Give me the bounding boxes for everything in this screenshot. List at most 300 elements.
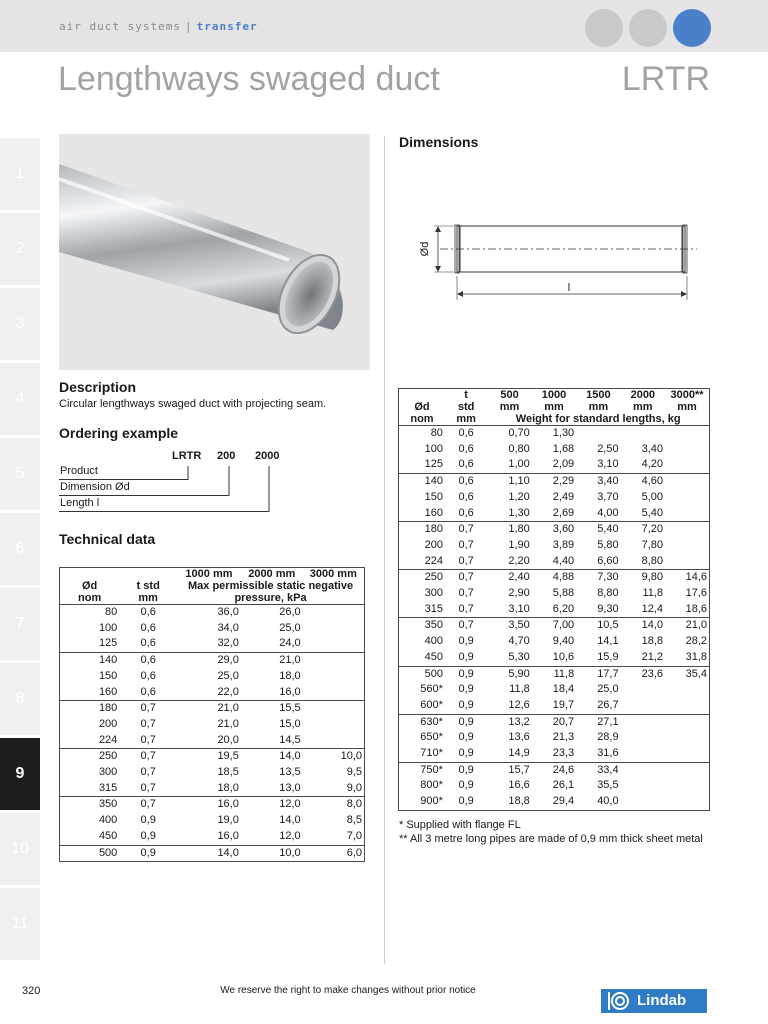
weights-cell: 15,7 <box>508 763 530 776</box>
note-flange: * Supplied with flange FL <box>399 819 521 831</box>
od-dimension-label: Ød <box>419 241 431 257</box>
weights-cell <box>665 538 709 554</box>
chapter-tab-5[interactable]: 5 <box>0 438 40 510</box>
technical-cell <box>303 669 365 685</box>
technical-cell: 18,5 <box>217 766 239 779</box>
technical-group <box>60 797 365 845</box>
weights-cell: 17,6 <box>685 587 707 600</box>
technical-cell: 16,0 <box>217 829 239 842</box>
weights-cell: 100 <box>424 442 443 455</box>
weights-cell: 0,80 <box>508 442 530 455</box>
tech-head-t: t std mm <box>119 580 177 605</box>
technical-cell: 80 <box>105 606 118 618</box>
technical-cell: 7,0 <box>346 829 362 842</box>
weights-cell: 300 <box>424 587 443 600</box>
dimensions-heading: Dimensions <box>399 134 479 150</box>
weights-cell: 40,0 <box>597 795 619 808</box>
technical-cell: 100 <box>98 621 118 634</box>
table-row <box>399 634 710 650</box>
table-row <box>399 522 710 538</box>
technical-cell: 9,5 <box>346 766 362 779</box>
table-row <box>399 682 710 698</box>
weights-cell: 21,3 <box>552 731 575 744</box>
weights-cell <box>576 426 620 442</box>
technical-cell: 0,6 <box>140 669 156 682</box>
technical-cell: 16,0 <box>279 685 301 698</box>
technical-cell: 0,7 <box>140 766 156 779</box>
weights-cell <box>665 778 709 794</box>
table-row <box>60 845 365 862</box>
technical-cell: 16,0 <box>217 798 239 811</box>
weights-cell: 5,90 <box>508 667 530 680</box>
weights-cell: 315 <box>424 602 443 615</box>
weight-head-nom: nom <box>399 413 445 426</box>
technical-cell: 0,7 <box>140 733 156 746</box>
weights-cell: 14,6 <box>685 571 707 584</box>
table-row <box>60 813 365 829</box>
weights-cell: 14,0 <box>641 619 664 632</box>
weights-cell: 4,40 <box>552 554 575 567</box>
weights-cell: 2,50 <box>597 442 619 455</box>
weights-cell: 16,6 <box>508 779 530 792</box>
weights-cell <box>621 714 665 730</box>
technical-cell: 25,0 <box>279 621 301 634</box>
weights-cell: 4,20 <box>641 458 664 471</box>
chapter-tab-4[interactable]: 4 <box>0 363 40 435</box>
weights-cell: 1,30 <box>552 427 575 439</box>
table-row <box>60 701 365 717</box>
table-row <box>60 669 365 685</box>
technical-cell: 14,0 <box>279 814 301 827</box>
technical-cell <box>303 733 365 749</box>
technical-cell: 0,6 <box>140 654 156 667</box>
table-row <box>399 794 710 810</box>
technical-group <box>60 653 365 701</box>
table-row <box>399 426 710 442</box>
weights-cell: 18,6 <box>685 602 707 615</box>
page-title: Lengthways swaged duct <box>58 60 440 98</box>
weights-cell: 0,9 <box>458 779 474 792</box>
weights-cell: 0,9 <box>458 763 474 776</box>
dimension-drawing <box>412 218 702 308</box>
chapter-tab-3[interactable]: 3 <box>0 288 40 360</box>
weights-cell: 35,5 <box>597 779 619 792</box>
ordering-leader-lines <box>59 446 379 516</box>
weight-head-3000: 3000** <box>670 389 704 401</box>
weights-cell: 0,6 <box>458 442 474 455</box>
technical-cell: 12,0 <box>279 829 301 842</box>
weights-group <box>399 426 710 474</box>
weights-cell: 19,7 <box>552 698 575 711</box>
ordering-code-product: LRTR <box>172 450 202 462</box>
weights-cell: 5,00 <box>641 490 664 503</box>
weights-group <box>399 618 710 666</box>
weights-cell: 14,9 <box>508 747 530 760</box>
technical-cell: 19,5 <box>217 750 239 763</box>
weights-cell: 18,4 <box>552 683 575 696</box>
weights-cell: 450 <box>424 650 443 663</box>
weights-cell <box>665 794 709 810</box>
weights-cell: 7,30 <box>597 571 619 584</box>
weights-cell <box>665 682 709 698</box>
technical-cell: 0,7 <box>140 798 156 811</box>
chapter-tab-6[interactable]: 6 <box>0 513 40 585</box>
technical-cell: 0,7 <box>140 717 156 730</box>
weights-cell: 3,40 <box>641 442 664 455</box>
weights-cell: 1,10 <box>508 475 530 488</box>
table-row <box>399 554 710 570</box>
weights-cell: 3,60 <box>552 523 575 536</box>
weights-cell <box>665 746 709 762</box>
table-row <box>60 653 365 669</box>
technical-cell: 21,0 <box>279 654 301 667</box>
technical-cell: 450 <box>98 829 118 842</box>
technical-cell: 0,9 <box>140 846 156 859</box>
ordering-label-product: Product <box>60 465 98 477</box>
weights-cell: 0,7 <box>458 538 474 551</box>
table-row <box>60 797 365 813</box>
weights-cell: 560* <box>420 683 443 696</box>
column-divider <box>384 136 385 964</box>
nav-circle-3-active[interactable] <box>673 9 711 47</box>
weights-cell: 1,90 <box>508 538 530 551</box>
weights-cell: 0,9 <box>458 795 474 808</box>
technical-cell: 18,0 <box>217 781 239 794</box>
weights-cell <box>621 426 665 442</box>
weights-cell: 13,6 <box>508 731 530 744</box>
weight-head-t: t <box>464 389 468 401</box>
weights-cell <box>665 474 709 490</box>
weight-head-mm-2000: mm <box>633 401 653 413</box>
nav-circle-1[interactable] <box>585 9 623 47</box>
weights-cell: 0,9 <box>458 731 474 744</box>
table-row <box>60 749 365 765</box>
weights-cell: 500 <box>424 667 443 680</box>
technical-cell: 0,6 <box>140 606 156 618</box>
technical-cell <box>303 621 365 637</box>
table-row <box>399 714 710 730</box>
weights-cell: 12,6 <box>508 698 530 711</box>
weights-cell: 7,20 <box>641 523 664 536</box>
weights-cell: 2,20 <box>508 554 530 567</box>
weights-cell: 9,40 <box>552 635 575 648</box>
weights-group <box>399 666 710 714</box>
weights-cell: 2,90 <box>508 587 530 600</box>
weights-cell: 0,9 <box>458 683 474 696</box>
technical-cell: 29,0 <box>217 654 239 667</box>
weights-cell <box>621 746 665 762</box>
weights-cell <box>665 730 709 746</box>
weights-cell: 3,10 <box>508 602 530 615</box>
technical-cell: 13,0 <box>279 781 301 794</box>
weights-group <box>399 570 710 618</box>
weight-head-mm-1000: mm <box>544 401 564 413</box>
weights-cell: 21,0 <box>685 619 707 632</box>
technical-cell: 15,0 <box>279 717 301 730</box>
technical-cell: 180 <box>98 702 118 715</box>
weights-cell: 0,70 <box>508 427 530 439</box>
weights-cell: 0,7 <box>458 554 474 567</box>
technical-cell: 0,6 <box>140 685 156 698</box>
weights-cell: 7,80 <box>641 538 664 551</box>
section-name: transfer <box>196 20 258 33</box>
technical-group <box>60 845 365 862</box>
weights-cell: 2,29 <box>552 475 575 488</box>
page-number: 320 <box>22 985 41 997</box>
weights-cell: 6,20 <box>552 602 575 615</box>
technical-cell: 10,0 <box>340 750 362 763</box>
note-sheet-metal: ** All 3 metre long pipes are made of 0,9 mm thick sheet metal <box>399 833 703 845</box>
table-row <box>399 650 710 666</box>
table-row <box>399 442 710 458</box>
length-dimension-label: l <box>567 282 571 294</box>
weights-cell: 23,3 <box>552 747 575 760</box>
weights-cell <box>665 762 709 778</box>
lindab-logo-text: Lindab <box>637 992 687 1009</box>
chapter-tab-2[interactable]: 2 <box>0 213 40 285</box>
weights-cell: 26,7 <box>597 698 619 711</box>
technical-cell: 150 <box>98 669 118 682</box>
top-bar <box>0 0 768 52</box>
technical-cell: 0,6 <box>140 621 156 634</box>
table-row <box>399 746 710 762</box>
chapter-tab-9-active[interactable]: 9 <box>0 738 40 810</box>
weight-head-t-mm: mm <box>445 413 487 426</box>
weights-cell: 4,88 <box>552 571 575 584</box>
weights-cell <box>621 698 665 714</box>
weights-cell: 0,7 <box>458 602 474 615</box>
weight-head-1000: 1000 <box>541 389 567 401</box>
weights-cell: 800* <box>420 779 443 792</box>
technical-cell: 0,6 <box>140 637 156 650</box>
weights-cell: 650* <box>420 731 443 744</box>
technical-cell: 20,0 <box>217 733 239 746</box>
technical-cell <box>303 701 365 717</box>
weight-head-500: 500 <box>500 389 519 401</box>
technical-group <box>60 749 365 797</box>
weights-cell <box>665 714 709 730</box>
weights-cell: 710* <box>420 747 443 760</box>
weights-cell: 33,4 <box>597 763 619 776</box>
weights-cell: 27,1 <box>597 715 619 728</box>
ordering-example <box>59 446 379 516</box>
weights-cell: 8,80 <box>641 554 664 567</box>
weights-cell: 5,40 <box>641 506 664 519</box>
weights-cell: 1,68 <box>552 442 575 455</box>
weights-cell <box>665 457 709 473</box>
table-row <box>60 605 365 621</box>
weights-cell: 4,70 <box>508 635 530 648</box>
weights-cell: 1,30 <box>508 506 530 519</box>
weights-cell: 150 <box>424 490 443 503</box>
chapter-tab-8[interactable]: 8 <box>0 663 40 735</box>
technical-cell: 12,0 <box>279 798 301 811</box>
weights-cell: 0,6 <box>458 506 474 519</box>
weights-cell: 7,00 <box>552 619 575 632</box>
weight-head-1500: 1500 <box>586 389 611 401</box>
weights-cell: 31,8 <box>685 650 707 663</box>
weights-cell: 21,2 <box>641 650 664 663</box>
weights-cell: 26,1 <box>552 779 575 792</box>
technical-cell: 250 <box>98 750 118 763</box>
weights-cell: 0,9 <box>458 747 474 760</box>
technical-cell: 13,5 <box>279 766 301 779</box>
table-row <box>399 586 710 602</box>
weights-cell: 10,6 <box>552 650 575 663</box>
nav-circle-2[interactable] <box>629 9 667 47</box>
weights-cell: 28,9 <box>597 731 619 744</box>
weights-cell: 750* <box>420 763 443 776</box>
weights-cell: 600* <box>420 698 443 711</box>
footer-disclaimer: We reserve the right to make changes without prior notice <box>220 985 476 996</box>
weights-cell: 350 <box>424 619 443 632</box>
technical-cell <box>303 636 365 652</box>
weights-cell: 25,0 <box>597 683 619 696</box>
technical-cell: 224 <box>98 733 118 746</box>
chapter-tab-1[interactable]: 1 <box>0 138 40 210</box>
weights-cell: 20,7 <box>552 715 575 728</box>
tech-head-pressure: Max permissible static negative pressure, kPa <box>177 580 364 605</box>
weight-head-caption: Weight for standard lengths, kg <box>487 413 709 426</box>
chapter-tab-11[interactable]: 11 <box>0 888 40 960</box>
weights-cell: 23,6 <box>641 667 664 680</box>
weights-cell <box>621 682 665 698</box>
table-row <box>60 685 365 701</box>
weights-cell <box>665 442 709 458</box>
weights-cell: 250 <box>424 571 443 584</box>
weights-cell <box>621 794 665 810</box>
technical-cell <box>303 717 365 733</box>
weights-cell: 14,1 <box>597 635 619 648</box>
technical-cell <box>303 605 365 621</box>
table-row <box>399 762 710 778</box>
technical-cell: 200 <box>98 717 118 730</box>
technical-cell: 21,0 <box>217 717 239 730</box>
table-notes <box>399 818 709 846</box>
weights-cell: 200 <box>424 538 443 551</box>
weights-cell: 0,6 <box>458 490 474 503</box>
technical-group <box>60 605 365 653</box>
technical-cell: 19,0 <box>217 814 239 827</box>
table-row <box>60 829 365 845</box>
technical-cell: 25,0 <box>217 669 239 682</box>
product-code: LRTR <box>621 60 710 98</box>
weights-cell: 0,9 <box>458 650 474 663</box>
weights-cell <box>665 554 709 570</box>
product-photo <box>59 134 370 370</box>
chapter-tab-10[interactable]: 10 <box>0 813 40 885</box>
technical-cell: 0,7 <box>140 781 156 794</box>
weights-cell: 0,7 <box>458 587 474 600</box>
weights-cell: 0,7 <box>458 571 474 584</box>
tech-head-3000: 3000 mm <box>309 568 357 580</box>
weights-cell: 28,2 <box>685 635 707 648</box>
technical-cell: 400 <box>98 814 118 827</box>
weights-cell: 18,8 <box>641 635 664 648</box>
brand-name: air duct systems <box>59 20 181 33</box>
table-row <box>60 781 365 797</box>
weights-cell: 140 <box>424 475 443 488</box>
weights-cell: 31,6 <box>597 747 619 760</box>
weights-cell: 2,69 <box>552 506 575 519</box>
weights-cell: 0,6 <box>458 475 474 488</box>
weights-cell: 0,6 <box>458 427 474 439</box>
weights-cell: 5,30 <box>508 650 530 663</box>
weight-head-mm-500: mm <box>499 401 520 413</box>
weights-cell: 3,89 <box>552 538 575 551</box>
weights-cell: 5,40 <box>597 523 619 536</box>
table-row <box>399 490 710 506</box>
technical-cell: 21,0 <box>217 702 239 715</box>
weights-cell: 35,4 <box>685 667 707 680</box>
weights-cell: 1,80 <box>508 523 530 536</box>
weights-cell: 17,7 <box>597 667 619 680</box>
technical-cell: 315 <box>98 781 118 794</box>
technical-cell: 26,0 <box>279 606 301 618</box>
table-row <box>399 666 710 682</box>
weights-cell: 180 <box>424 523 443 536</box>
table-row <box>60 765 365 781</box>
weights-cell: 15,9 <box>597 650 619 663</box>
weights-cell: 8,80 <box>597 587 619 600</box>
weights-cell: 5,88 <box>552 587 575 600</box>
table-row <box>399 730 710 746</box>
weights-cell: 3,50 <box>508 619 530 632</box>
weights-cell: 4,00 <box>597 506 619 519</box>
ordering-label-dimension: Dimension Ød <box>60 481 130 493</box>
weights-cell: 2,49 <box>552 490 575 503</box>
lindab-logo[interactable] <box>601 989 707 1013</box>
technical-cell: 350 <box>98 798 118 811</box>
tech-head-2000: 2000 mm <box>248 568 296 580</box>
technical-cell: 160 <box>98 685 118 698</box>
chapter-tab-7[interactable]: 7 <box>0 588 40 660</box>
weights-cell: 80 <box>430 427 443 439</box>
weights-cell: 400 <box>424 635 443 648</box>
technical-cell: 14,0 <box>217 846 239 859</box>
technical-cell: 8,5 <box>346 814 362 827</box>
table-row <box>399 474 710 490</box>
technical-cell <box>303 685 365 701</box>
technical-cell: 34,0 <box>217 621 239 634</box>
technical-cell <box>303 653 365 669</box>
description-text: Circular lengthways swaged duct with projecting seam. <box>59 398 327 410</box>
weight-head-std: std <box>457 401 475 413</box>
technical-cell: 14,0 <box>279 750 301 763</box>
weights-cell: 0,7 <box>458 523 474 536</box>
ordering-code-dimension: 200 <box>217 450 236 462</box>
brand-line <box>59 20 258 33</box>
weights-cell: 29,4 <box>552 795 575 808</box>
table-row <box>399 698 710 714</box>
weights-group <box>399 714 710 762</box>
table-row <box>399 778 710 794</box>
table-row <box>60 717 365 733</box>
weights-cell: 12,4 <box>641 602 664 615</box>
weights-cell: 0,9 <box>458 667 474 680</box>
weights-cell: 900* <box>420 795 443 808</box>
weight-table <box>398 388 710 811</box>
weights-cell: 2,40 <box>508 571 530 584</box>
weights-cell <box>665 426 709 442</box>
weights-cell: 2,09 <box>552 458 575 471</box>
technical-cell: 0,7 <box>140 702 156 715</box>
weights-cell: 0,9 <box>458 715 474 728</box>
weights-cell: 4,60 <box>641 475 664 488</box>
weights-cell <box>621 730 665 746</box>
technical-cell: 0,9 <box>140 814 156 827</box>
table-row <box>399 602 710 618</box>
